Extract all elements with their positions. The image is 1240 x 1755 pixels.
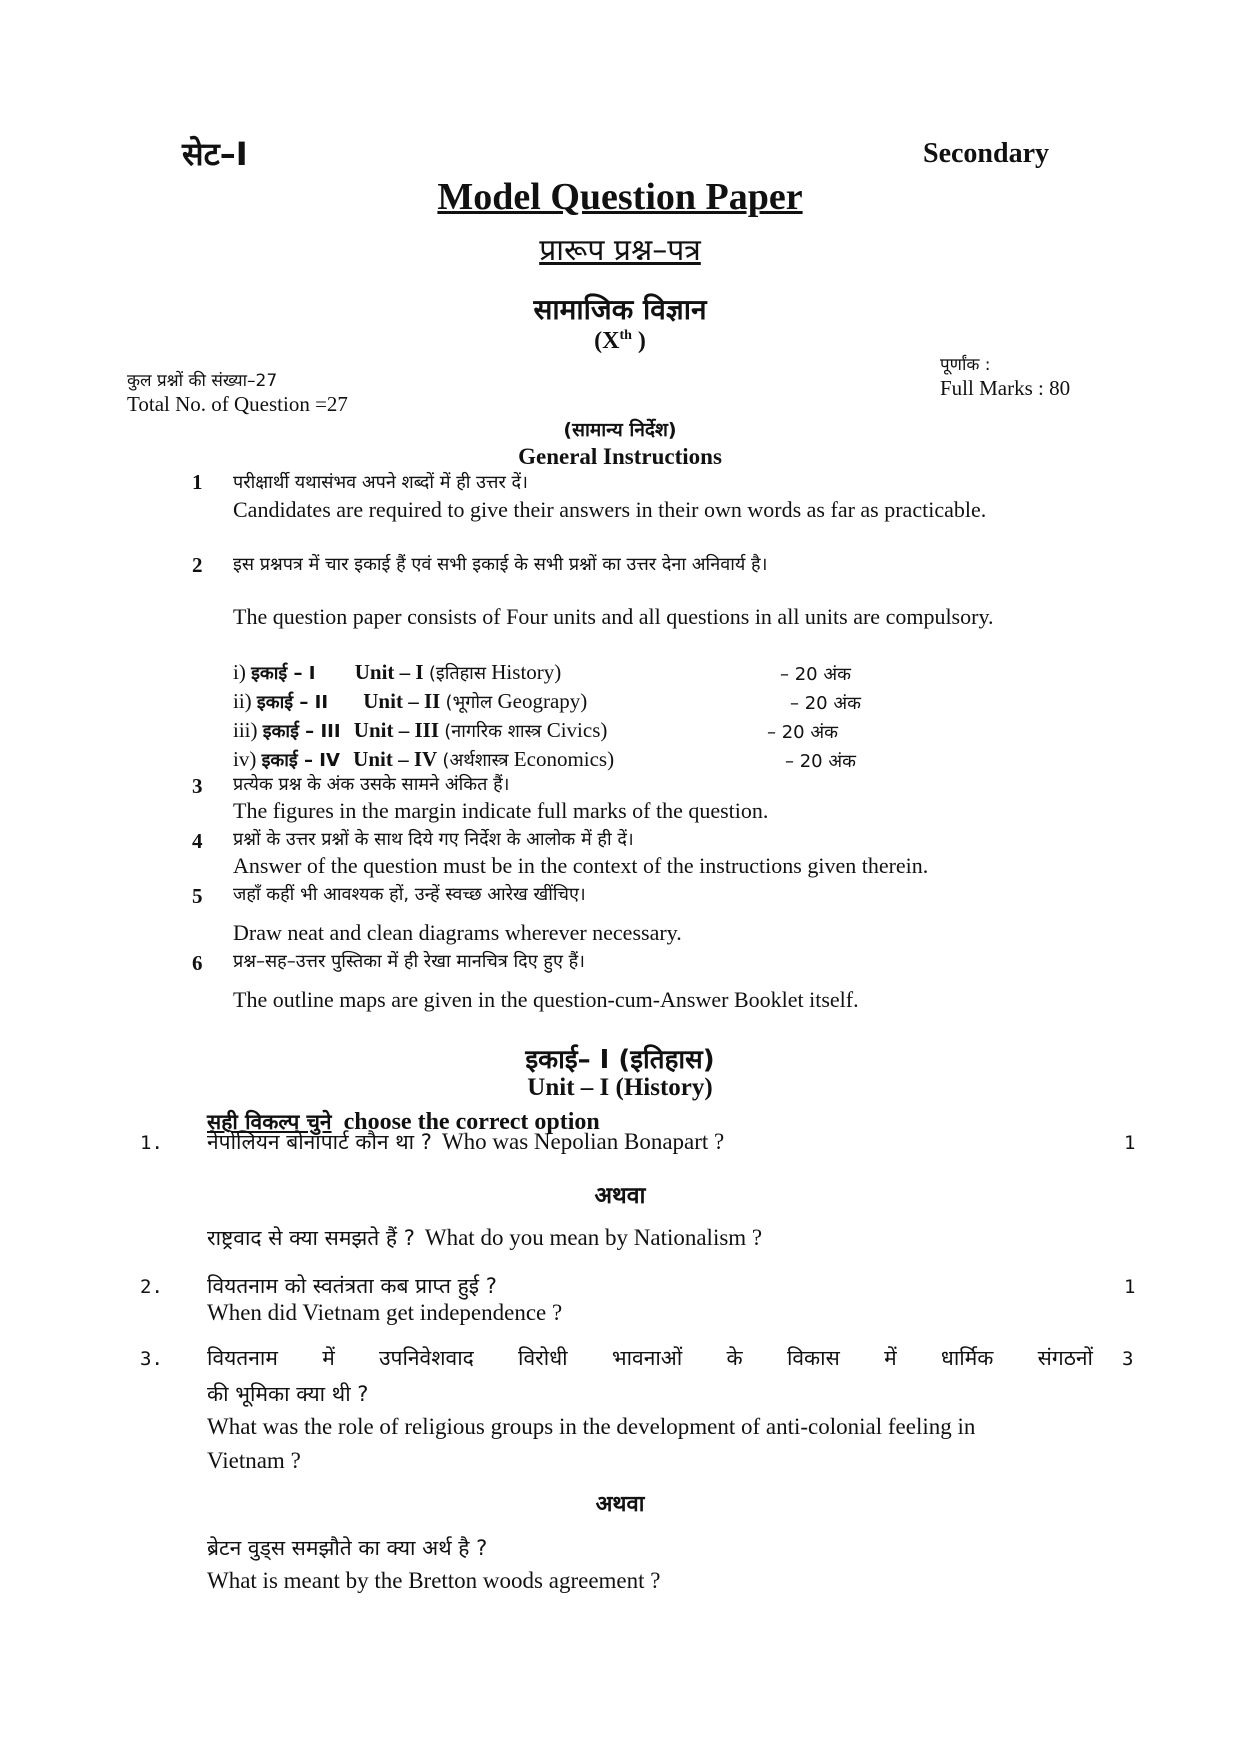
question-marks: 1 bbox=[1124, 1132, 1136, 1154]
unit-row: ii) इकाई – II Unit – II (भूगोल Geograpy) bbox=[233, 689, 588, 713]
instruction-number: 1 bbox=[192, 470, 203, 494]
instruction-english: The figures in the margin indicate full marks of the question. bbox=[233, 798, 769, 823]
choose-instruction: सही विकल्प चुने choose the correct option bbox=[207, 1109, 600, 1135]
instruction-hindi: जहाँ कहीं भी आवश्यक हों, उन्हें स्वच्छ आरेख खींचिए। bbox=[233, 884, 586, 905]
instruction-english: The outline maps are given in the question-cum-Answer Booklet itself. bbox=[233, 987, 859, 1012]
level-label: Secondary bbox=[923, 138, 1049, 169]
question-text-english: When did Vietnam get independence ? bbox=[207, 1300, 563, 1325]
full-marks-hindi: पूर्णांक : bbox=[940, 355, 991, 375]
unit-heading: Unit – I (History) bbox=[527, 1074, 713, 1101]
question-text-hindi: वियतनाम में उपनिवेशवाद विरोधी भावनाओं के विकास में धार्मिक संगठनों bbox=[207, 1346, 1093, 1370]
instruction-number: 3 bbox=[192, 774, 203, 798]
unit-row: iii) इकाई – III Unit – III (नागरिक शास्त्र Civics) bbox=[233, 718, 608, 742]
or-label: अथवा bbox=[594, 1183, 646, 1209]
total-questions-hindi: कुल प्रश्नों की संख्या–27 bbox=[127, 371, 278, 391]
question-alternative-english: What is meant by the Bretton woods agreement ? bbox=[207, 1568, 661, 1593]
full-marks: Full Marks : 80 bbox=[940, 376, 1071, 400]
instruction-number: 2 bbox=[192, 553, 203, 577]
question-text-english: Vietnam ? bbox=[207, 1448, 301, 1473]
class-label: (Xth ) bbox=[594, 328, 646, 354]
instruction-number: 4 bbox=[192, 829, 203, 853]
instruction-hindi: प्रत्येक प्रश्न के अंक उसके सामने अंकित हैं। bbox=[233, 774, 510, 795]
instruction-hindi: परीक्षार्थी यथासंभव अपने शब्दों में ही उत्तर दें। bbox=[233, 472, 528, 493]
total-questions: Total No. of Question =27 bbox=[127, 392, 348, 416]
instruction-hindi: प्रश्नों के उत्तर प्रश्नों के साथ दिये गए निर्देश के आलोक में ही दें। bbox=[233, 829, 634, 850]
question-marks: 3 bbox=[1122, 1348, 1134, 1370]
subject-title: सामाजिक विज्ञान bbox=[533, 293, 707, 326]
unit-marks: – 20 अंक bbox=[790, 693, 861, 714]
page-title: Model Question Paper bbox=[437, 176, 803, 218]
unit-row: iv) इकाई – IV Unit – IV (अर्थशास्त्र Economics) bbox=[233, 747, 615, 771]
instruction-english: The question paper consists of Four units and all questions in all units are compulsory. bbox=[233, 604, 994, 629]
question-alternative-hindi: ब्रेटन वुड्स समझौते का क्या अर्थ है ? bbox=[207, 1536, 488, 1560]
question-number: 3. bbox=[140, 1348, 163, 1370]
question-text-hindi: की भूमिका क्या थी ? bbox=[207, 1382, 369, 1406]
unit-heading-hindi: इकाई– I (इतिहास) bbox=[525, 1045, 715, 1075]
unit-marks: – 20 अंक bbox=[780, 664, 851, 685]
instructions-heading-hindi: (सामान्य निर्देश) bbox=[563, 419, 677, 441]
page-title-hindi: प्रारूप प्रश्न–पत्र bbox=[539, 233, 701, 268]
unit-row: i) इकाई – I Unit – I (इतिहास History) bbox=[233, 660, 562, 684]
instruction-english: Answer of the question must be in the context of the instructions given therein. bbox=[233, 853, 929, 878]
unit-marks: – 20 अंक bbox=[767, 722, 838, 743]
set-label: सेट–I bbox=[182, 135, 248, 173]
question-number: 1. bbox=[140, 1132, 163, 1154]
unit-marks: – 20 अंक bbox=[785, 751, 856, 772]
question-number: 2. bbox=[140, 1276, 163, 1298]
or-label: अथवा bbox=[595, 1492, 645, 1517]
instruction-english: Candidates are required to give their answers in their own words as far as practicable. bbox=[233, 497, 987, 522]
question-text: नेपोलियन बोनापार्ट कौन था ? Who was Nepolian Bonapart ? bbox=[207, 1129, 725, 1154]
instructions-heading: General Instructions bbox=[518, 444, 722, 469]
instruction-hindi: प्रश्न–सह–उत्तर पुस्तिका में ही रेखा मानचित्र दिए हुए हैं। bbox=[233, 951, 586, 972]
question-text-hindi: वियतनाम को स्वतंत्रता कब प्राप्त हुई ? bbox=[207, 1274, 497, 1298]
question-text-english: What was the role of religious groups in the development of anti-colonial feeling in bbox=[207, 1414, 976, 1439]
instruction-english: Draw neat and clean diagrams wherever necessary. bbox=[233, 920, 682, 945]
instruction-hindi: इस प्रश्नपत्र में चार इकाई हैं एवं सभी इकाई के सभी प्रश्नों का उत्तर देना अनिवार्य है। bbox=[233, 554, 768, 575]
question-marks: 1 bbox=[1124, 1276, 1136, 1298]
instruction-number: 5 bbox=[192, 884, 203, 908]
question-alternative: राष्ट्रवाद से क्या समझते हैं ? What do you mean by Nationalism ? bbox=[207, 1225, 763, 1250]
instruction-number: 6 bbox=[192, 951, 203, 975]
